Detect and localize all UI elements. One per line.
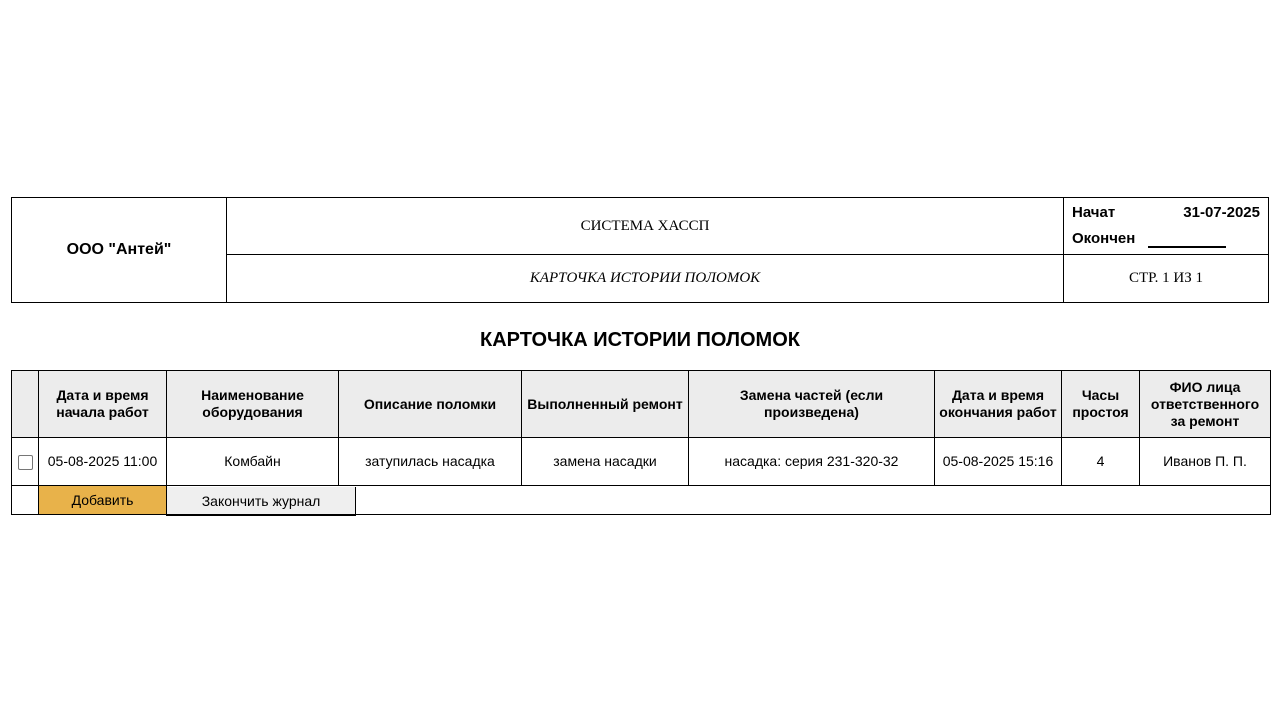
column-header-downtime: Часы простоя [1062, 371, 1140, 438]
add-button[interactable]: Добавить [39, 486, 166, 514]
cell-responsible: Иванов П. П. [1140, 438, 1271, 486]
page-counter: СТР. 1 ИЗ 1 [1064, 255, 1269, 303]
row-checkbox[interactable] [18, 455, 33, 470]
row-select-cell[interactable] [12, 438, 39, 486]
page-title: КАРТОЧКА ИСТОРИИ ПОЛОМОК [480, 329, 800, 351]
document-header [11, 197, 1269, 303]
cell-equipment: Комбайн [167, 438, 339, 486]
actions-spacer [12, 486, 39, 515]
cell-repair: замена насадки [522, 438, 689, 486]
cell-parts: насадка: серия 231-320-32 [689, 438, 935, 486]
journal-dates [1064, 198, 1269, 255]
started-label: Начат [1072, 204, 1116, 221]
column-header-start: Дата и время начала работ [39, 371, 167, 438]
add-button-cell [39, 486, 167, 515]
column-header-failure: Описание поломки [339, 371, 522, 438]
started-date: 31-07-2025 [1183, 204, 1260, 221]
column-header-parts: Замена частей (если произведена) [689, 371, 935, 438]
column-header-equipment: Наименование оборудования [167, 371, 339, 438]
finish-journal-button[interactable]: Закончить журнал [166, 487, 356, 515]
column-header-repair: Выполненный ремонт [522, 371, 689, 438]
organization-name: ООО "Антей" [12, 198, 227, 303]
table-row[interactable] [12, 438, 1271, 486]
column-header-responsible: ФИО лица ответственного за ремонт [1140, 371, 1271, 438]
ended-label: Окончен [1072, 230, 1136, 247]
document-title: КАРТОЧКА ИСТОРИИ ПОЛОМОК [227, 255, 1064, 303]
ended-date-blank [1148, 230, 1226, 248]
column-header-select [12, 371, 39, 438]
table-header-row [12, 371, 1271, 438]
column-header-end: Дата и время окончания работ [935, 371, 1062, 438]
cell-end: 05-08-2025 15:16 [935, 438, 1062, 486]
system-title: СИСТЕМА ХАССП [227, 198, 1064, 255]
cell-start: 05-08-2025 11:00 [39, 438, 167, 486]
cell-downtime: 4 [1062, 438, 1140, 486]
cell-failure: затупилась насадка [339, 438, 522, 486]
